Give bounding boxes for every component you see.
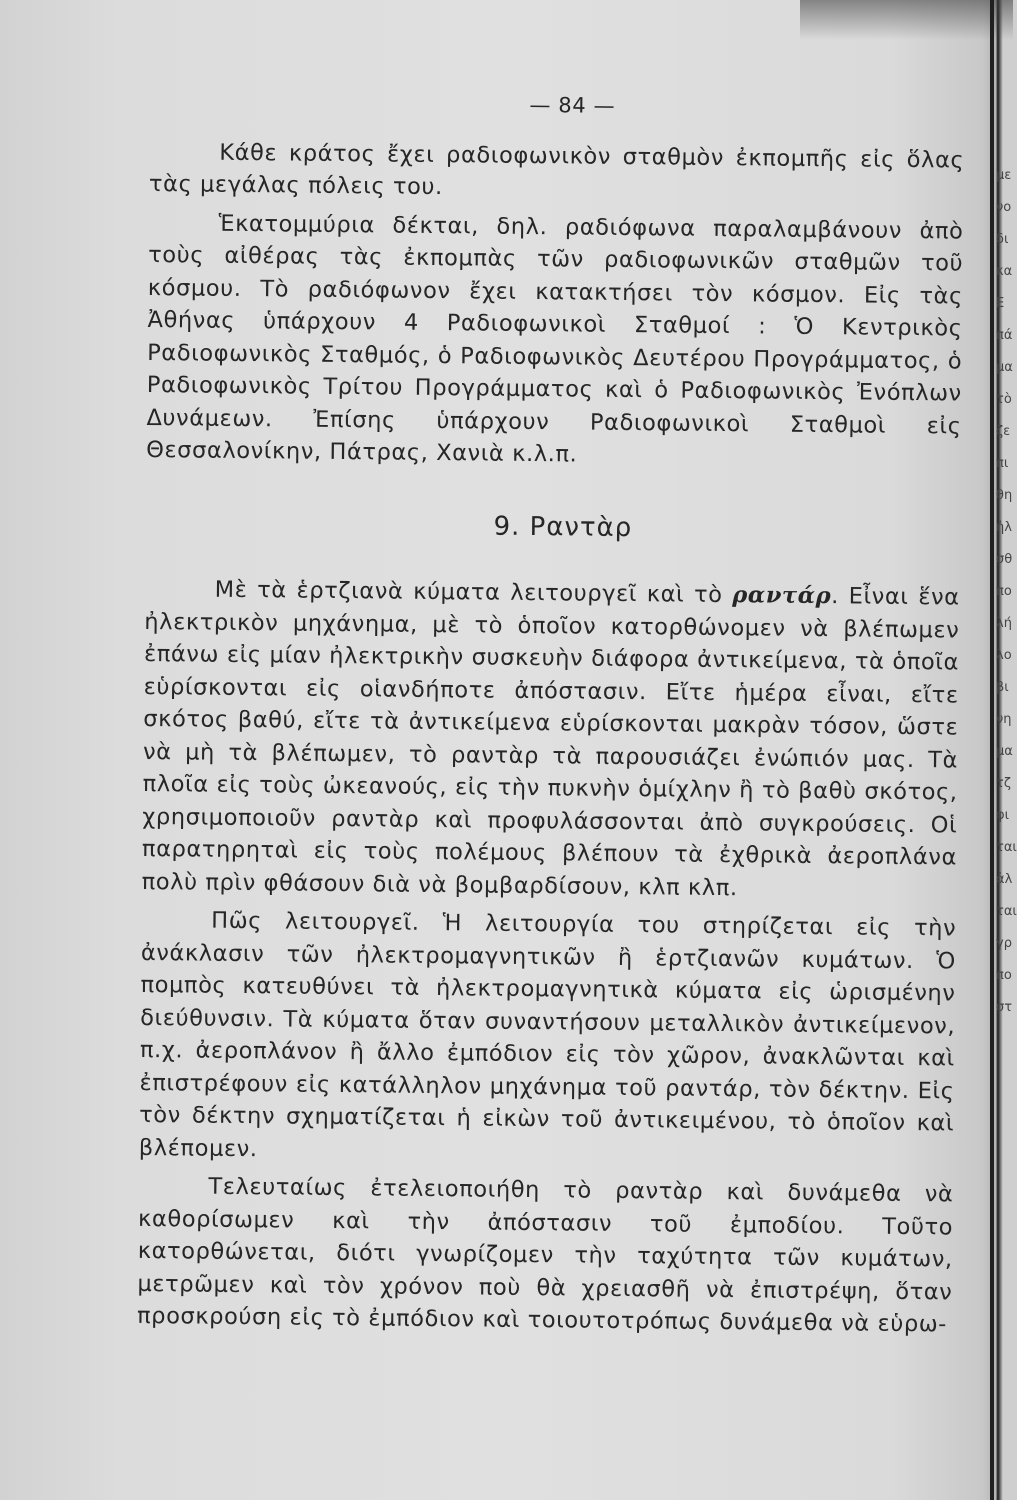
next-page-fragment: με — [996, 168, 1012, 183]
next-page-fragment: νο — [996, 200, 1012, 215]
next-page-fragment: βι — [996, 680, 1009, 695]
paragraph-radar-intro — [141, 573, 959, 907]
paragraph-radio-stations: Ἑκατομμύρια δέκται, δηλ. ραδιόφωνα παραλαμβάνουν ἀπὸ τοὺς αἰθέρας τὰς ἐκπομπὰς τῶν ραδιοφωνικῶν σταθμῶν τοῦ κόσμου. Τὸ ραδιόφωνον ἔχει κατακτήσει τὸν κόσμον. Εἰς τὰς Ἀθήνας ὑπάρχουν 4 Ραδιοφωνικοὶ Σταθμοί : Ὁ Κεντρικὸς Ραδιοφωνικὸς Σταθμός, ὁ Ραδιοφωνικὸς Δευτέρου Προγράμματος, ὁ Ραδιοφωνικὸς Τρίτου Προγράμματος καὶ ὁ Ραδιοφωνικὸς Ἐνόπλων Δυνάμεων. Ἐπίσης ὑπάρχουν Ραδιοφωνικοὶ Σταθμοὶ εἰς Θεσσαλονίκην, Πάτρας, Χανιὰ κ.λ.π. — [146, 210, 964, 468]
next-page-fragment: πά — [996, 328, 1013, 343]
next-page-fragment: μα — [996, 360, 1013, 375]
next-page-fragment: ἠλ — [996, 520, 1012, 535]
next-page-fragment: δι — [996, 232, 1009, 247]
next-page-fragment: λο — [996, 648, 1012, 663]
next-page-fragment: ται — [996, 840, 1017, 855]
next-page-fragment: νη — [996, 712, 1012, 727]
next-page-fragment: κα — [996, 264, 1013, 279]
next-page-fragment: τὸ — [996, 392, 1012, 407]
page-content — [137, 85, 965, 1347]
next-page-fragment: φι — [996, 808, 1009, 823]
next-page-fragment: σθ — [996, 552, 1013, 567]
next-page-fragment: πο — [996, 584, 1012, 599]
next-page-fragment: Ε — [996, 296, 1005, 311]
next-page-fragment: μα — [996, 744, 1013, 759]
next-page-fragment: ἀλ — [996, 872, 1013, 887]
paragraph-distance: Τελευταίως ἐτελειοποιήθη τὸ ραντὰρ καὶ δυνάμεθα νὰ καθορίσωμεν καὶ τὴν ἀπόστασιν τοῦ ἐμποδίου. Τοῦτο κατορθώνεται, διότι γνωρίζομεν τὴν ταχύτητα τῶν κυμάτων, μετρῶμεν καὶ τὸν χρόνον ποὺ θὰ χρειασθῆ νὰ ἐπιστρέψη, ὅταν προσκρούση εἰς τὸ ἐμπόδιον καὶ τοιουτοτρόπως δυνάμεθα νὰ εὑρω- — [136, 1173, 954, 1338]
next-page-fragment: πι — [996, 456, 1009, 471]
next-page-edge-text — [996, 160, 1017, 1024]
section-title-radar: 9. Ραντὰρ — [493, 511, 633, 543]
scan-shadow — [800, 0, 1013, 40]
radar-intro-rest: . Εἶναι ἕνα ἠλεκτρικὸν μηχάνημα, μὲ τὸ ὁποῖον κατορθώνομεν νὰ βλέπωμεν ἐπάνω εἰς μίαν ἠλεκτρικὴν συσκευὴν διάφορα ἀντικείμενα, τὰ ὁποῖα εὑρίσκονται εἰς οἱανδήποτε ἀπόστασιν. Εἴτε ἡμέρα εἶναι, εἴτε σκότος βαθύ, εἴτε τὰ ἀντικείμενα εὑρίσκονται μακρὰν τόσον, ὥστε νὰ μὴ τὰ βλέπωμεν, τὸ ραντὰρ τὰ παρουσιάζει ἐνώπιόν μας. Τὰ πλοῖα εἰς τοὺς ὠκεανούς, εἰς τὴν πυκνὴν ὁμίχλην ἢ τὸ βαθὺ σκότος, χρησιμοποιοῦν ραντὰρ καὶ προφυλάσσονται ἀπὸ συγκρούσεις. Οἱ παρατηρηταὶ εἰς τοὺς πολέμους βλέπουν τὰ ἐχθρικὰ ἀεροπλάνα πολὺ πρὶν φθάσουν διὰ νὰ βομβαρδίσουν, κλπ κλπ. — [141, 583, 960, 901]
next-page-fragment: τζ — [996, 776, 1011, 791]
next-page-fragment: ζε — [996, 424, 1011, 439]
page-number: — 84 — — [529, 92, 616, 118]
next-page-fragment: θη — [996, 488, 1013, 503]
next-page-fragment: λή — [996, 616, 1012, 631]
next-page-fragment: ται — [996, 904, 1017, 919]
radar-intro-text: Μὲ τὰ ἑρτζιανὰ κύματα λειτουργεῖ καὶ τὸ — [214, 576, 733, 609]
next-page-fragment: στ — [996, 1000, 1013, 1015]
next-page-fragment: γρ — [996, 936, 1012, 951]
paragraph-how-it-works: Πῶς λειτουργεῖ. Ἡ λειτουργία του στηρίζεται εἰς τὴν ἀνάκλασιν τῶν ἠλεκτρομαγνητικῶν ἢ ἑρτζιανῶν κυμάτων. Ὁ πομπὸς κατευθύνει τὰ ἠλεκτρομαγνητικὰ κύματα εἰς ὡρισμένην διεύθυνσιν. Τὰ κύματα ὅταν συναντήσουν μεταλλικὸν ἀντικείμενον, π.χ. ἀεροπλάνον ἢ ἄλλο ἐμπόδιον εἰς τὸν χῶρον, ἀνακλῶνται καὶ ἐπιστρέφουν εἰς κατάλληλον μηχάνημα τοῦ ραντάρ, τὸν δέκτην. Εἰς τὸν δέκτην σχηματίζεται ἡ εἰκὼν τοῦ ἀντικειμένου, τὸ ὁποῖον καὶ βλέπομεν. — [138, 907, 957, 1162]
next-page-fragment: πο — [996, 968, 1012, 983]
radar-emphasis: ραντάρ — [732, 582, 832, 610]
paragraph-states-broadcast: Κάθε κράτος ἔχει ραδιοφωνικὸν σταθμὸν ἐκπομπῆς εἰς ὅλας τὰς μεγάλας πόλεις του. — [148, 139, 965, 201]
book-spine — [990, 0, 994, 1500]
